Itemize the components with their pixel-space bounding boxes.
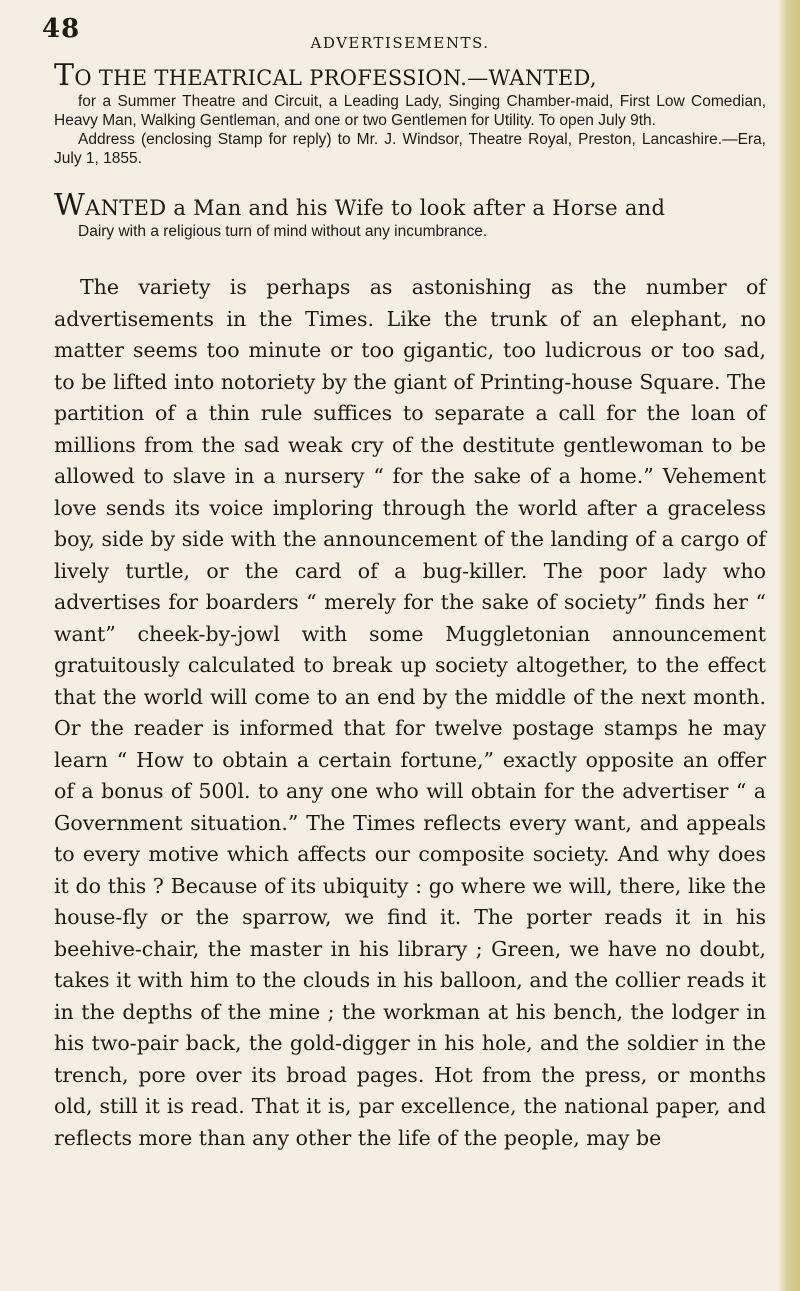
drop-cap: W bbox=[54, 188, 86, 223]
ad-headline-text: ANTED a Man and his Wife to look after a Horse and bbox=[85, 196, 666, 220]
ad-body bbox=[54, 92, 766, 168]
drop-cap: T bbox=[54, 58, 75, 93]
ad-headline bbox=[54, 188, 766, 223]
running-head: ADVERTISEMENTS. bbox=[310, 34, 490, 52]
page-edge-shadow bbox=[778, 0, 800, 1291]
ad-headline bbox=[54, 58, 766, 93]
essay-paragraph: The variety is perhaps as astonishing as the number of advertisements in the Times. Like the trunk of an elephant, no matter seems too minute or too gigantic, too ludicrous or too sad, to be lifted into notoriety by the giant of Printing-house Square. The partition of a thin rule suffices to separate a call for the loan of millions from the sad weak cry of the destitute gentlewoman to be allowed to slave in a nursery “ for the sake of a home.” Vehement love sends its voice imploring through the world after a graceless boy, side by side with the announcement of the landing of a cargo of lively turtle, or the card of a bug-killer. The poor lady who advertises for boarders “ merely for the sake of society” finds her “ want” cheek-by-jowl with some Muggletonian announcement gratuitously calculated to break up society altogether, to the effect that the world will come to an end by the middle of the next month. Or the reader is informed that for twelve postage stamps he may learn “ How to obtain a certain fortune,” exactly opposite an offer of a bonus of 500l. to any one who will obtain for the advertiser “ a Government situation.” The Times reflects every want, and appeals to every motive which affects our composite society. And why does it do this ? Because of its ubiquity : go where we will, there, like the house-fly or the sparrow, we find it. The porter reads it in his beehive-chair, the master in his library ; Green, we have no doubt, takes it with him to the clouds in his balloon, and the collier reads it in the depths of the mine ; the workman at his bench, the lodger in his two-pair back, the gold-digger in his hole, and the soldier in the trench, pore over its broad pages. Hot from the press, or months old, still it is read. That it is, par excellence, the national paper, and reflects more than any other the life of the people, may be bbox=[54, 275, 766, 1150]
ad-body-text: for a Summer Theatre and Circuit, a Leading Lady, Singing Chamber-maid, First Low Comedian, Heavy Man, Walking Gentleman, and one or two Gentlemen for Utility. To open July 9th. bbox=[54, 93, 766, 129]
ad-body-text: Dairy with a religious turn of mind without any incumbrance. bbox=[78, 223, 488, 240]
advertisement-theatrical bbox=[54, 58, 766, 168]
ad-body bbox=[54, 222, 766, 241]
ad-address: Address (enclosing Stamp for reply) to Mr. J. Windsor, Theatre Royal, Preston, Lancashire.—Era, July 1, 1855. bbox=[54, 131, 766, 167]
advertisement-horse-dairy bbox=[54, 188, 766, 241]
page-number: 48 bbox=[42, 14, 81, 44]
ad-headline-text: O THE THEATRICAL PROFESSION.—WANTED, bbox=[74, 66, 597, 90]
